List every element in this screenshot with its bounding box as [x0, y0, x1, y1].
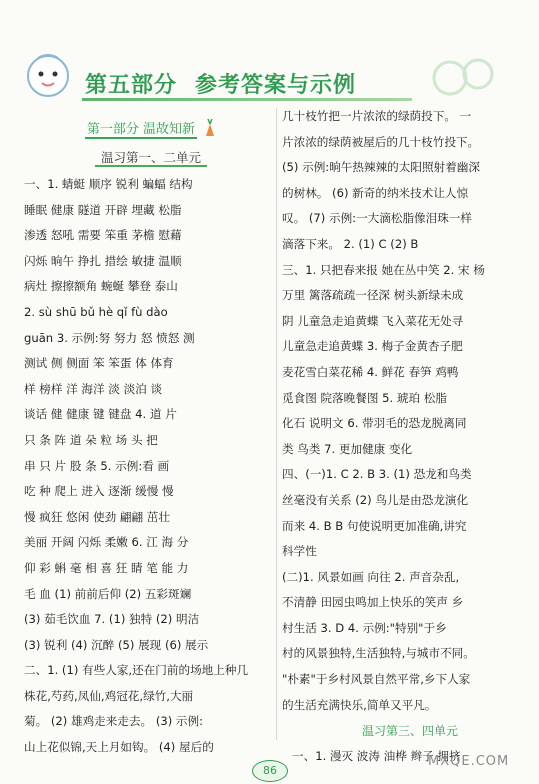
answer-line: 四、(一)1. C 2. B 3. (1) 恐龙和鸟类	[282, 467, 472, 482]
answer-line: 二、1. (1) 有些人家,还在门前的场地上种几	[24, 663, 249, 678]
answer-line: 睡眠 健康 隧道 开辟 埋藏 松脂	[24, 202, 182, 217]
answer-line: 三、1. 只把春来报 她在丛中笑 2. 宋 杨	[282, 262, 485, 277]
answer-line: 阴 儿童急走追黄蝶 飞入菜花无处寻	[282, 313, 464, 328]
answer-line: 病灶 擦擦额角 蜿蜒 攀登 泰山	[24, 279, 178, 294]
section-heading	[24, 116, 278, 140]
carrot-icon	[203, 119, 217, 137]
leaf-decoration-icon	[430, 50, 500, 102]
answer-line: 化石 说明文 6. 带羽毛的恐龙脱离同	[282, 416, 467, 431]
answer-line: 觅食图 院落晚餐图 5. 琥珀 松脂	[282, 390, 447, 405]
answer-line: 麦花雪白菜花稀 4. 鲜花 春笋 鸡鸭	[282, 364, 459, 379]
answer-line: 串 只 片 股 条 5. 示例:看 画	[24, 458, 170, 473]
left-answer-lines	[24, 172, 278, 761]
answer-line: 山上花似锦,天上月如钩。 (4) 屋后的	[24, 740, 214, 755]
watermark: MXQE.COM	[428, 754, 510, 769]
answer-line: (3) 锐利 (4) 沉醉 (5) 展现 (6) 展示	[24, 637, 209, 652]
header-underline	[82, 98, 412, 101]
answer-line: 丝毫没有关系 (2) 鸟儿是由恐龙演化	[282, 492, 469, 507]
footer-answer-line: 一、1. 漫灭 波涛 油桦 辫子 拥挤	[292, 749, 461, 763]
answer-line: 株花,芍药,凤仙,鸡冠花,绿竹,大丽	[24, 688, 194, 703]
answer-line: guān 3. 示例:努 努力 怒 愤怒 测	[24, 330, 195, 345]
left-column	[24, 116, 278, 761]
answer-line: 一、1. 蜻蜓 顺序 锐利 蝙蝠 结构	[24, 177, 193, 191]
answer-line: 滴落下来。 2. (1) C (2) B	[282, 236, 419, 251]
answer-line: 只 条 阵 道 朵 粒 场 头 把	[24, 432, 158, 447]
answer-line: 叹。 (7) 示例:一大滴松脂像泪珠一样	[282, 211, 473, 226]
answer-line: 儿童急走追黄蝶 3. 梅子金黄杏子肥	[282, 339, 463, 354]
answer-line: 样 榜样 洋 海洋 淡 淡泊 谈	[24, 381, 163, 396]
answer-line: 万里 篱落疏疏一径深 树头新绿未成	[282, 288, 464, 303]
answer-line: 2. sù shū bǔ hè qǐ fù dào	[24, 304, 168, 319]
answer-line: (5) 示例:晌午热辣辣的太阳照射着幽深	[282, 160, 480, 175]
baby-mascot-icon	[20, 50, 76, 102]
answer-line: 菊。 (2) 雄鸡走来走去。 (3) 示例:	[24, 714, 204, 729]
answer-line: "朴素"于乡村风景自然平常,乡下人家	[282, 672, 471, 687]
answer-line: 的树林。 (6) 新奇的纳米技术让人惊	[282, 185, 469, 200]
page-title	[85, 68, 356, 99]
page-number: 86	[252, 760, 288, 782]
answer-line: 片浓浓的绿荫被屋后的几十枝竹投下。	[282, 134, 480, 149]
answer-line: 仰 彩 蝌 毫 相 喜 狂 睛 笔 能 力	[24, 560, 189, 575]
answer-line: 吃 种 爬上 进入 逐渐 缓慢 慢	[24, 484, 174, 499]
answer-line: 谈话 健 健康 键 键盘 4. 道 片	[24, 407, 177, 422]
answer-line: 不清静 田园虫鸣加上快乐的笑声 乡	[282, 595, 464, 610]
answer-line: 类 鸟类 7. 更加健康 变化	[282, 441, 413, 456]
unit-heading	[24, 148, 278, 166]
answer-line: 的生活充满快乐,简单又平凡。	[282, 697, 437, 712]
answer-line: 测试 侧 侧面 笨 笨蛋 体 体育	[24, 356, 174, 371]
part-label: 第五部分	[85, 73, 178, 98]
answer-line: 慢 疯狂 悠闲 使劲 翩翩 茁壮	[24, 509, 170, 524]
answer-line: (二)1. 风景如画 向往 2. 声音杂乱,	[282, 569, 460, 584]
answer-line: 而来 4. B B 句使说明更加准确,讲究	[282, 518, 467, 533]
answer-line: 美丽 开阔 闪烁 柔嫩 6. 江 海 分	[24, 535, 189, 550]
right-answer-lines	[282, 104, 530, 718]
answer-title: 参考答案与示例	[195, 73, 357, 98]
right-column	[282, 104, 530, 718]
answer-line: 渗透 怒吼 需要 笨重 茅檐 慰藉	[24, 228, 182, 243]
answer-line: 毛 血 (1) 前前后仰 (2) 五彩斑斓	[24, 586, 192, 601]
answer-line: 村生活 3. D 4. 示例:"特别"于乡	[282, 620, 447, 635]
answer-line: (3) 茹毛饮血 7. (1) 独特 (2) 明洁	[24, 612, 200, 627]
footer-unit-title: 温习第三、四单元	[361, 724, 458, 738]
unit-title: 温习第一、二单元	[95, 150, 207, 167]
answer-line: 科学性	[282, 544, 317, 559]
answer-line: 闪烁 晌午 挣扎 措绘 敏捷 温顺	[24, 253, 182, 268]
section-title: 第一部分 温故知新	[85, 118, 197, 139]
page-header	[0, 0, 539, 108]
answer-line: 几十枝竹把一片浓浓的绿荫投下。 一	[282, 109, 472, 123]
answer-line: 村的风景独特,生活独特,与城市不同。	[282, 646, 475, 661]
